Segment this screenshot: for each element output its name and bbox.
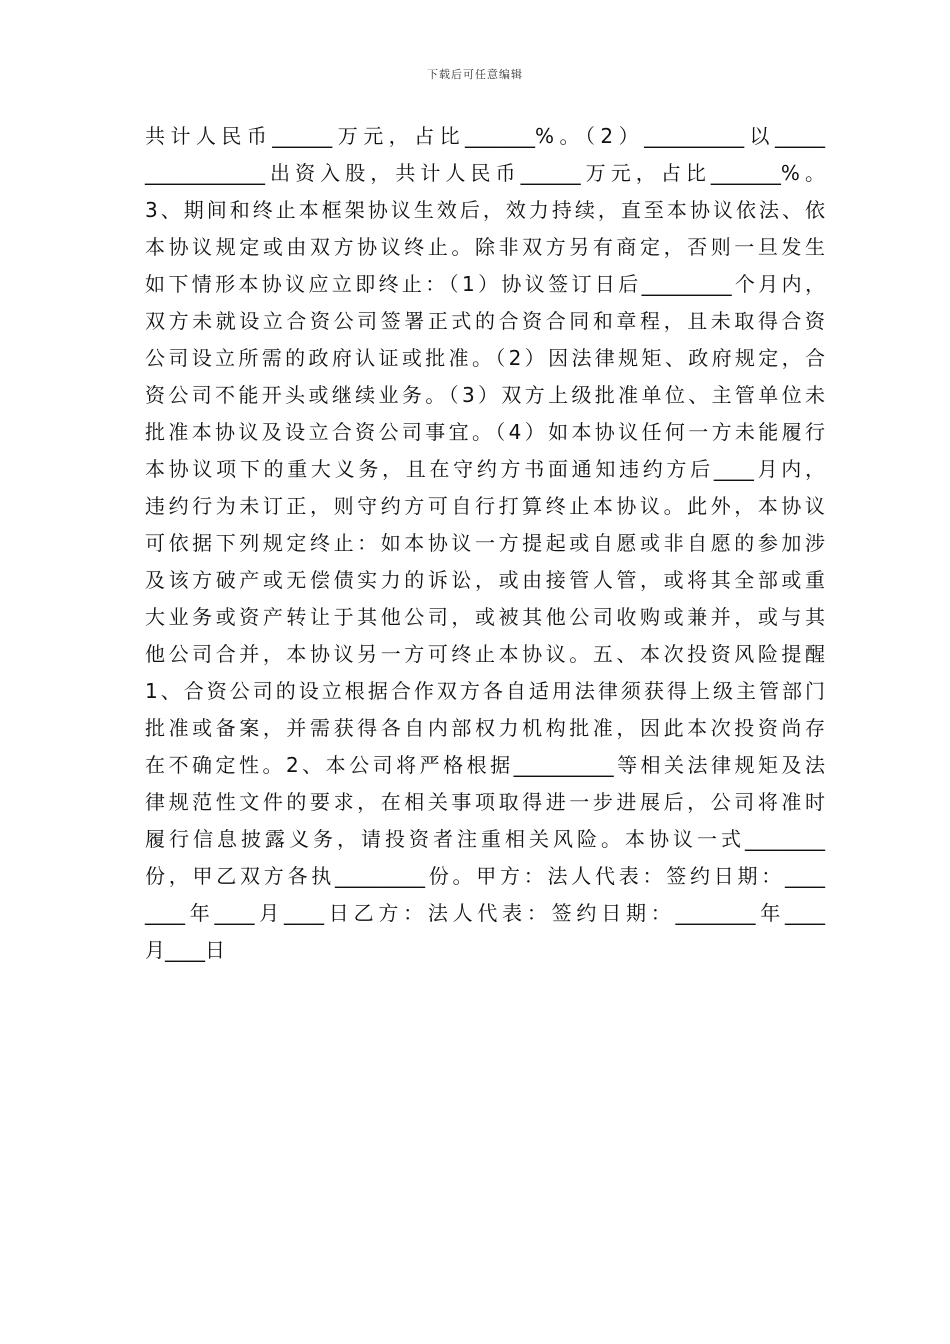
text-line: 可依据下列规定终止：如本协议一方提起或自愿或非自愿的参加涉: [145, 531, 825, 555]
text-line: 本协议规定或由双方协议终止。除非双方另有商定，否则一旦发生: [145, 235, 825, 259]
document-body: [145, 118, 825, 969]
text-line: 月____日: [145, 938, 225, 962]
text-line: 批准或备案，并需获得各自内部权力机构批准，因此本次投资尚存: [145, 716, 825, 740]
text-line: 律规范性文件的要求，在相关事项取得进一步进展后，公司将准时: [145, 790, 825, 814]
text-line: 大业务或资产转让于其他公司，或被其他公司收购或兼并，或与其: [145, 605, 825, 629]
text-line: 本协议项下的重大义务，且在守约方书面通知违约方后____月内，: [145, 457, 825, 481]
text-line: 违约行为未订正，则守约方可自行打算终止本协议。此外，本协议: [145, 494, 825, 518]
text-line: ____________出资入股，共计人民币______万元，占比_______%。: [145, 161, 825, 185]
text-line: 双方未就设立合资公司签署正式的合资合同和章程，且未取得合资: [145, 309, 825, 333]
page-header: 下载后可任意编辑: [427, 68, 523, 81]
text-line: 1、合资公司的设立根据合作双方各自适用法律须获得上级主管部门: [145, 679, 825, 703]
text-line: 公司设立所需的政府认证或批准。（2）因法律规矩、政府规定，合: [145, 346, 825, 370]
text-line: 批准本协议及设立合资公司事宜。（4）如本协议任何一方未能履行: [145, 420, 825, 444]
text-line: 及该方破产或无偿债实力的诉讼，或由接管人管，或将其全部或重: [145, 568, 825, 592]
text-line: 他公司合并，本协议另一方可终止本协议。五、本次投资风险提醒: [145, 642, 825, 666]
text-line: 3、期间和终止本框架协议生效后，效力持续，直至本协议依法、依: [145, 198, 825, 222]
text-line: 在不确定性。2、本公司将严格根据__________等相关法律规矩及法: [145, 753, 825, 777]
text-line: 如下情形本协议应立即终止：（1）协议签订日后_________个月内，: [145, 272, 825, 296]
text-line: 份，甲乙双方各执_________份。甲方：法人代表：签约日期：____: [145, 864, 825, 888]
text-line: 履行信息披露义务，请投资者注重相关风险。本协议一式________: [145, 827, 825, 851]
text-line: ____年____月____日乙方：法人代表：签约日期：________年____: [145, 901, 825, 925]
text-line: 共计人民币______万元，占比_______%。（2）__________以_____: [145, 124, 825, 148]
text-line: 资公司不能开头或继续业务。（3）双方上级批准单位、主管单位未: [145, 383, 825, 407]
